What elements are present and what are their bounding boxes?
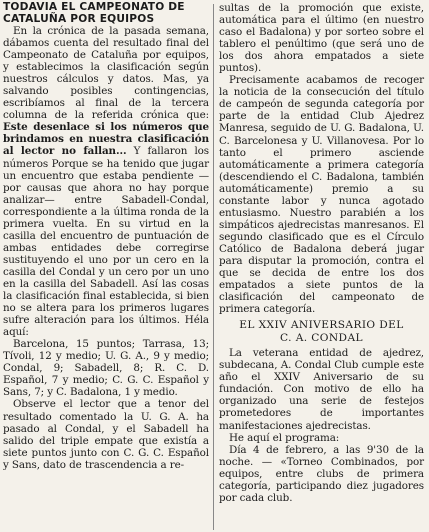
paragraph-text: En la crónica de la pasada semana, dábamos cuenta del resultado final del Campeonato de Cataluña por equipos, y establecimos la clasificación según nuestros cálculos y datos. Mas, ya salvando posibles contingencias, escribíamos al final de la tercera columna de la referida crónica que:	[3, 25, 209, 122]
section-heading-line: EL XXIV ANIVERSARIO DEL	[239, 319, 404, 332]
article-paragraph: He aquí el programa:	[229, 431, 340, 444]
article-paragraph: Observe el lector que a tenor del resultado comentado la U. G. A. ha pasado al Condal, y el Sabadell ha salido del triple empate que existía a siete puntos junto con C. G. C. Español y Sans, dato de trascendencia a re-	[3, 398, 209, 471]
article-paragraph: Precisamente acabamos de recoger la noticia de la consecución del título de campeón de segunda categoría por parte de la entidad Club Ajedrez Manresa, seguido de U. G. Badalona, U. C. Barcelonesa y U. Villanovesa. Por lo tanto el primero asciende automáticamente a primera categoría (descendiendo el C. Badalona, también automáticamente) premio a su constante labor y nunca agotado entusiasmo. Nuestro parabién a los simpáticos ajedrecistas manresanos. El segundo clasificado que es el Círculo Católico de Badalona deberá jugar para disputar la promoción, contra el que se decida de entre los dos empatados a siete puntos de la clasificación del campeonato de primera categoría.	[219, 74, 424, 316]
article-paragraph	[3, 25, 209, 338]
bold-quote: Este desenlace si los números que brindamos en nuestra clasificación al lector no fallan...	[3, 121, 209, 158]
left-column	[3, 2, 213, 532]
section-heading-line: C. A. CONDAL	[280, 332, 363, 345]
right-column	[214, 2, 424, 532]
article-paragraph: Día 4 de febrero, a las 9'30 de la noche. — «Torneo Combinados, por equipos, entre clubs de primera categoría, participando diez jugadores por cada club.	[219, 443, 424, 504]
section-heading	[219, 319, 424, 345]
article-paragraph: La veterana entidad de ajedrez, subdecana, A. Condal Club cumple este año el XXIV Aniversario de su fundación. Con motivo de ello ha organizado una serie de festejos prometedores de importantes manifestaciones ajedrecistas.	[219, 347, 424, 432]
standings-paragraph: Barcelona, 15 puntos; Tarrasa, 13; Tívoli, 12 y medio; U. G. A., 9 y medio; Condal, 9; Sabadell, 8; R. C. D. Español, 7 y medio; C. G. C. Español y Sans, 7; y C. Badalona, 1 y medio.	[3, 338, 209, 399]
paragraph-text: Y fallaron los números Porque se ha tenido que jugar un encuentro que estaba pendiente —por causas que ahora no hay porque analizar— entre Sabadell-Condal, correspondiente a la última ronda de la primera vuelta. En su virtud en la casilla del encuentro de puntuación de ambas entidades debe corregirse sustituyendo el uno por un cero en la casilla del Condal y un cero por un uno en la casilla del Sabadell. Así las cosas la clasificación final establecida, si bien no se altera para los primeros lugares sufre alteración para los últimos. Héla aquí:	[3, 145, 209, 339]
article-paragraph: sultas de la promoción que existe, automática para el último (en nuestro caso el Badalona) y por sorteo sobre el tablero el penúltimo (que será uno de los dos ahora empatados a siete puntos).	[219, 2, 424, 75]
article-headline: TODAVIA EL CAMPEONATO DE CATALUÑA POR EQUIPOS	[3, 1, 185, 25]
